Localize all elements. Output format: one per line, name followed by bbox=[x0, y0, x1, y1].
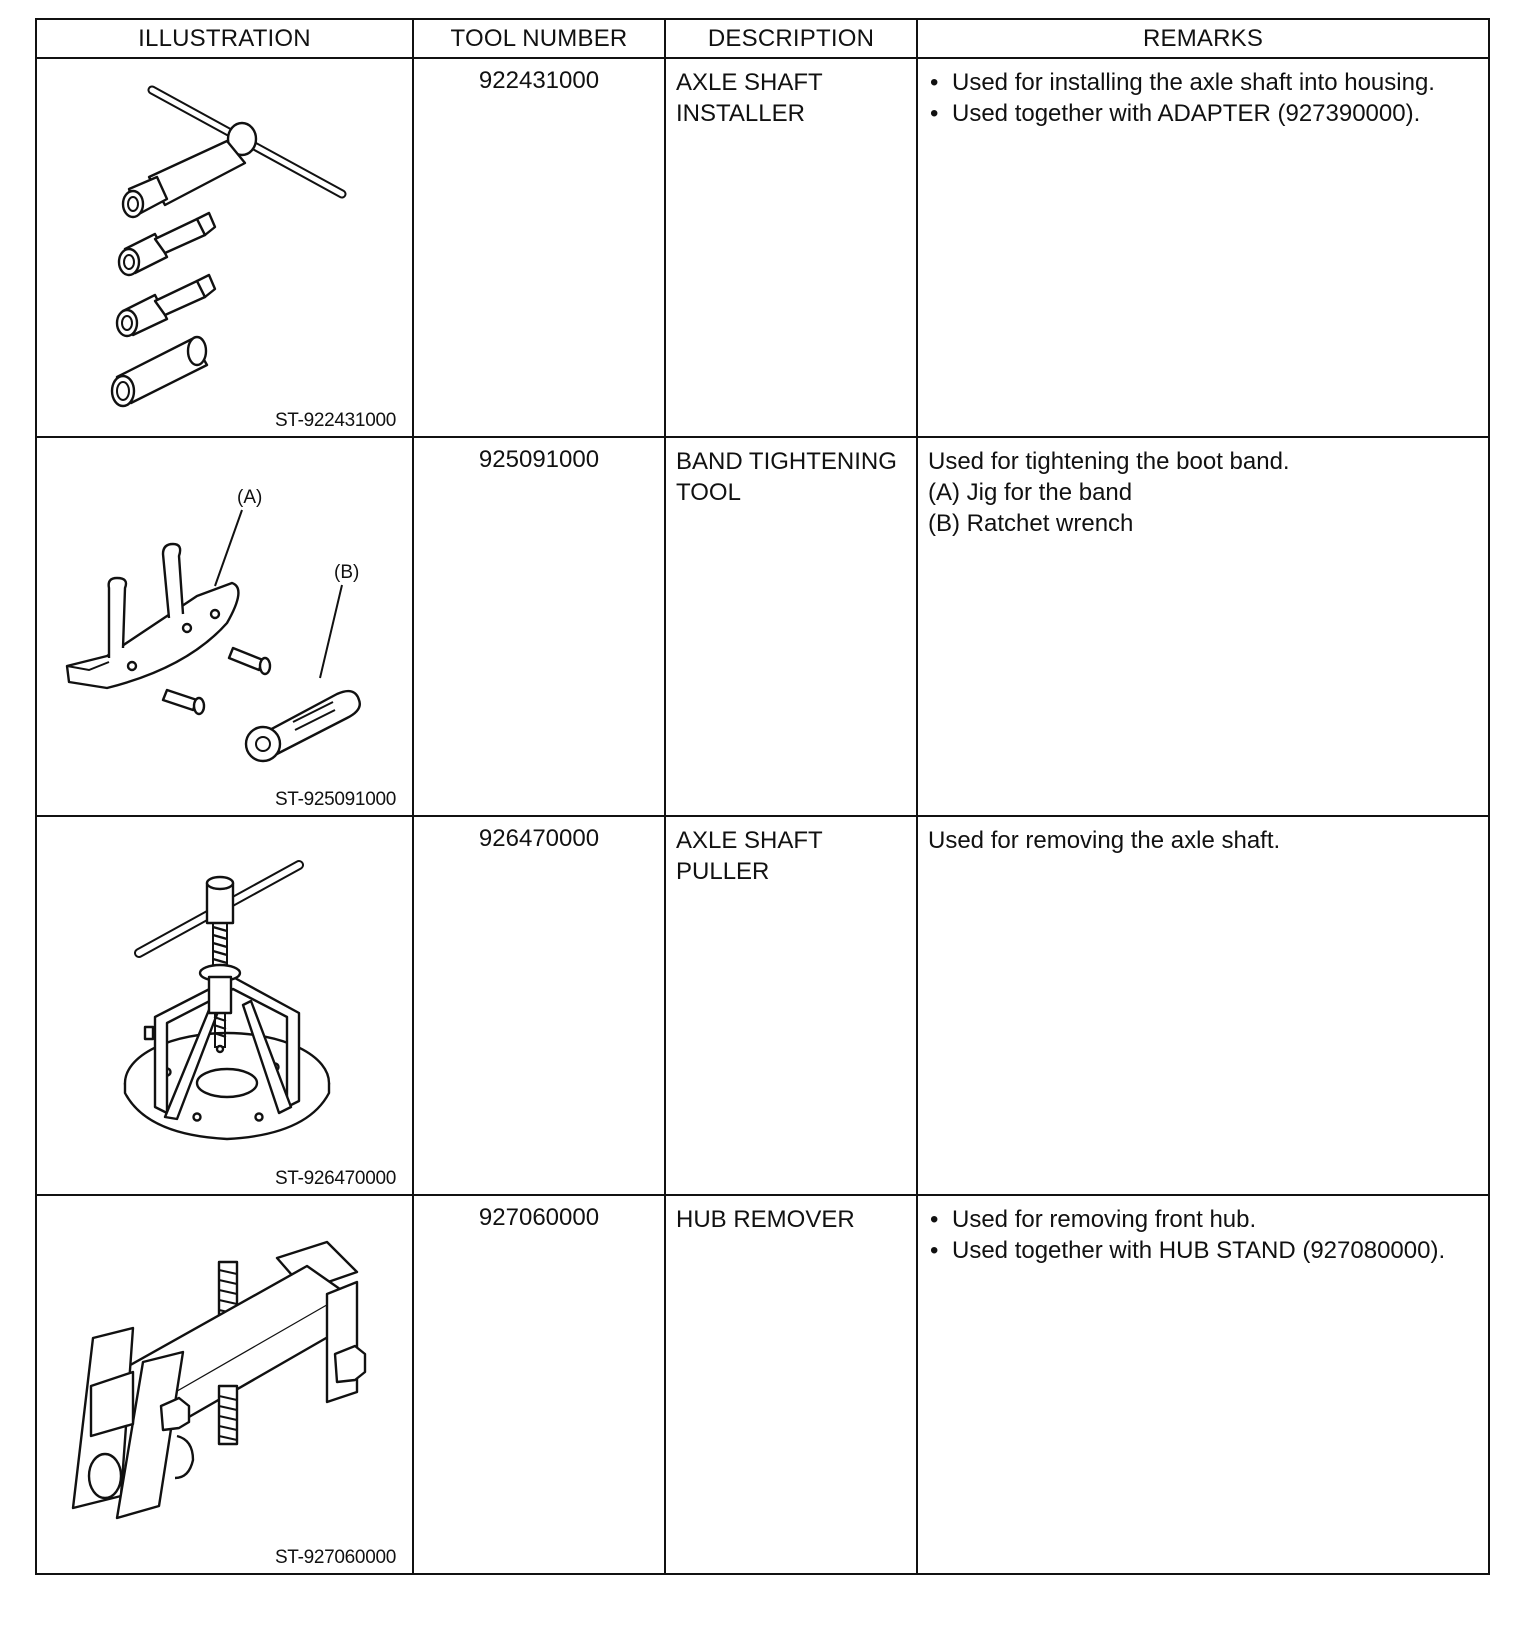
header-illustration: ILLUSTRATION bbox=[36, 19, 413, 58]
table-row bbox=[36, 58, 1489, 437]
figure-code: ST-927060000 bbox=[274, 1547, 396, 1568]
tool-number: 927060000 bbox=[413, 1195, 665, 1574]
tool-number: 922431000 bbox=[413, 58, 665, 437]
description-line: INSTALLER bbox=[676, 100, 805, 127]
axle-shaft-puller-illustration bbox=[37, 817, 414, 1186]
remark-item: • Used together with ADAPTER (927390000). bbox=[952, 98, 1478, 129]
description-line: HUB REMOVER bbox=[676, 1206, 855, 1233]
description-line: AXLE SHAFT bbox=[676, 69, 823, 96]
remarks-cell bbox=[917, 816, 1489, 1195]
description-line: TOOL bbox=[676, 479, 741, 506]
callout-a: (A) bbox=[237, 487, 263, 508]
remark-line: Used for removing the axle shaft. bbox=[928, 827, 1281, 854]
figure-code: ST-925091000 bbox=[274, 789, 396, 810]
figure-code: ST-926470000 bbox=[274, 1168, 396, 1189]
callout-b: (B) bbox=[334, 562, 360, 583]
description-line: AXLE SHAFT bbox=[676, 827, 823, 854]
illustration-cell bbox=[36, 58, 413, 437]
remarks-cell bbox=[917, 1195, 1489, 1574]
remarks-cell bbox=[917, 437, 1489, 816]
remark-item: • Used for removing front hub. bbox=[952, 1204, 1478, 1235]
remark-line: Used for tightening the boot band. bbox=[928, 448, 1290, 475]
tool-description bbox=[665, 1195, 917, 1574]
remarks-cell bbox=[917, 58, 1489, 437]
tool-description bbox=[665, 58, 917, 437]
description-line: BAND TIGHTENING bbox=[676, 448, 897, 475]
tool-number: 925091000 bbox=[413, 437, 665, 816]
remark-line: (B) Ratchet wrench bbox=[928, 510, 1134, 537]
illustration-cell bbox=[36, 437, 413, 816]
axle-shaft-installer-illustration bbox=[37, 59, 414, 428]
remark-line: (A) Jig for the band bbox=[928, 479, 1133, 506]
tool-description bbox=[665, 816, 917, 1195]
header-remarks: REMARKS bbox=[917, 19, 1489, 58]
band-tightening-tool-illustration bbox=[37, 438, 414, 807]
hub-remover-illustration bbox=[37, 1196, 414, 1565]
illustration-cell bbox=[36, 1195, 413, 1574]
table-row bbox=[36, 1195, 1489, 1574]
tool-number: 926470000 bbox=[413, 816, 665, 1195]
remark-item: • Used for installing the axle shaft into housing. bbox=[952, 67, 1478, 98]
table-row bbox=[36, 437, 1489, 816]
figure-code: ST-922431000 bbox=[274, 410, 396, 431]
table-row bbox=[36, 816, 1489, 1195]
description-line: PULLER bbox=[676, 858, 770, 885]
header-row bbox=[36, 19, 1489, 58]
remark-item: • Used together with HUB STAND (927080000). bbox=[952, 1235, 1478, 1266]
header-tool-number: TOOL NUMBER bbox=[413, 19, 665, 58]
illustration-cell bbox=[36, 816, 413, 1195]
special-tools-table bbox=[35, 18, 1490, 1575]
header-description: DESCRIPTION bbox=[665, 19, 917, 58]
tool-description bbox=[665, 437, 917, 816]
